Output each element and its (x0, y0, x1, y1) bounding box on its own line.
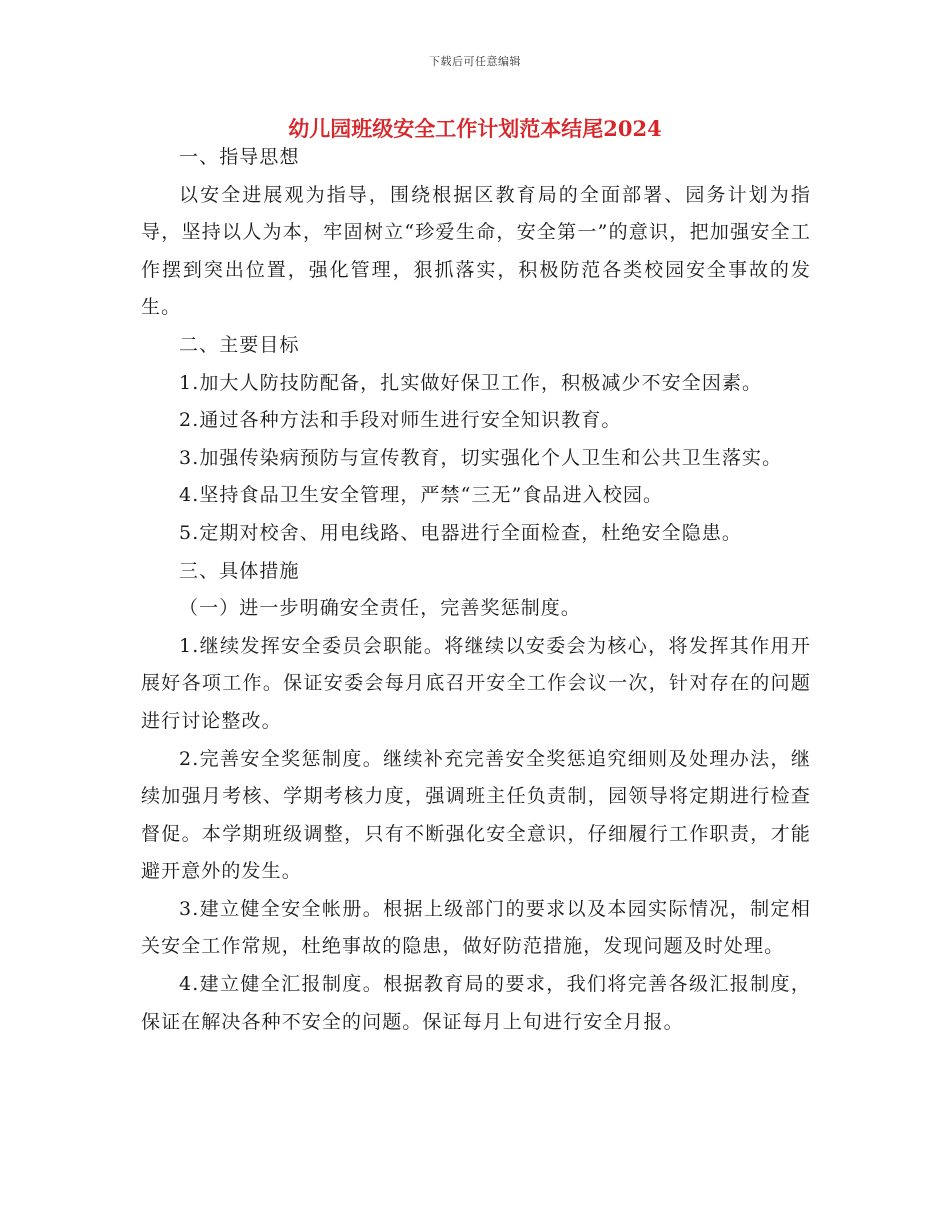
document-body (141, 139, 811, 1041)
list-item: 5.定期对校舍、用电线路、电器进行全面检查，杜绝安全隐患。 (179, 521, 743, 544)
header-note: 下载后可任意编辑 (429, 55, 521, 68)
list-item: 1.加大人防技防配备，扎实做好保卫工作，积极减少不安全因素。 (179, 371, 763, 394)
paragraph: 4.建立健全汇报制度。根据教育局的要求，我们将完善各级汇报制度，保证在解决各种不安全的问题。保证每月上旬进行安全月报。 (141, 973, 811, 1033)
subsection-heading: （一）进一步明确安全责任，完善奖惩制度。 (179, 597, 582, 620)
section-heading-main-goals: 二、主要目标 (179, 333, 300, 356)
list-item: 3.加强传染病预防与宣传教育，切实强化个人卫生和公共卫生落实。 (179, 446, 783, 469)
section-heading-specific-measures: 三、具体措施 (179, 559, 300, 582)
paragraph: 2.完善安全奖惩制度。继续补充完善安全奖惩追究细则及处理办法，继续加强月考核、学期考核力度，强调班主任负责制，园领导将定期进行检查督促。本学期班级调整，只有不断强化安全意识，仔细履行工作职责，才能避开意外的发生。 (141, 747, 811, 883)
document-title: 幼儿园班级安全工作计划范本结尾2024 (288, 116, 662, 141)
paragraph: 3.建立健全安全帐册。根据上级部门的要求以及本园实际情况，制定相关安全工作常规，杜绝事故的隐患，做好防范措施，发现问题及时处理。 (141, 897, 811, 958)
paragraph: 1.继续发挥安全委员会职能。将继续以安委会为核心，将发挥其作用开展好各项工作。保证安委会每月底召开安全工作会议一次，针对存在的问题进行讨论整改。 (141, 634, 811, 732)
list-item: 2.通过各种方法和手段对师生进行安全知识教育。 (179, 409, 622, 432)
section-heading-guiding-ideology: 一、指导思想 (179, 146, 300, 168)
list-item: 4.坚持食品卫生安全管理，严禁“三无”食品进入校园。 (179, 484, 664, 507)
paragraph: 以安全进展观为指导，围绕根据区教育局的全面部署、园务计划为指导，坚持以人为本，牢固树立“珍爱生命，安全第一”的意识，把加强安全工作摆到突出位置，强化管理，狠抓落实，积极防范各类校园安全事故的发生。 (141, 183, 811, 319)
